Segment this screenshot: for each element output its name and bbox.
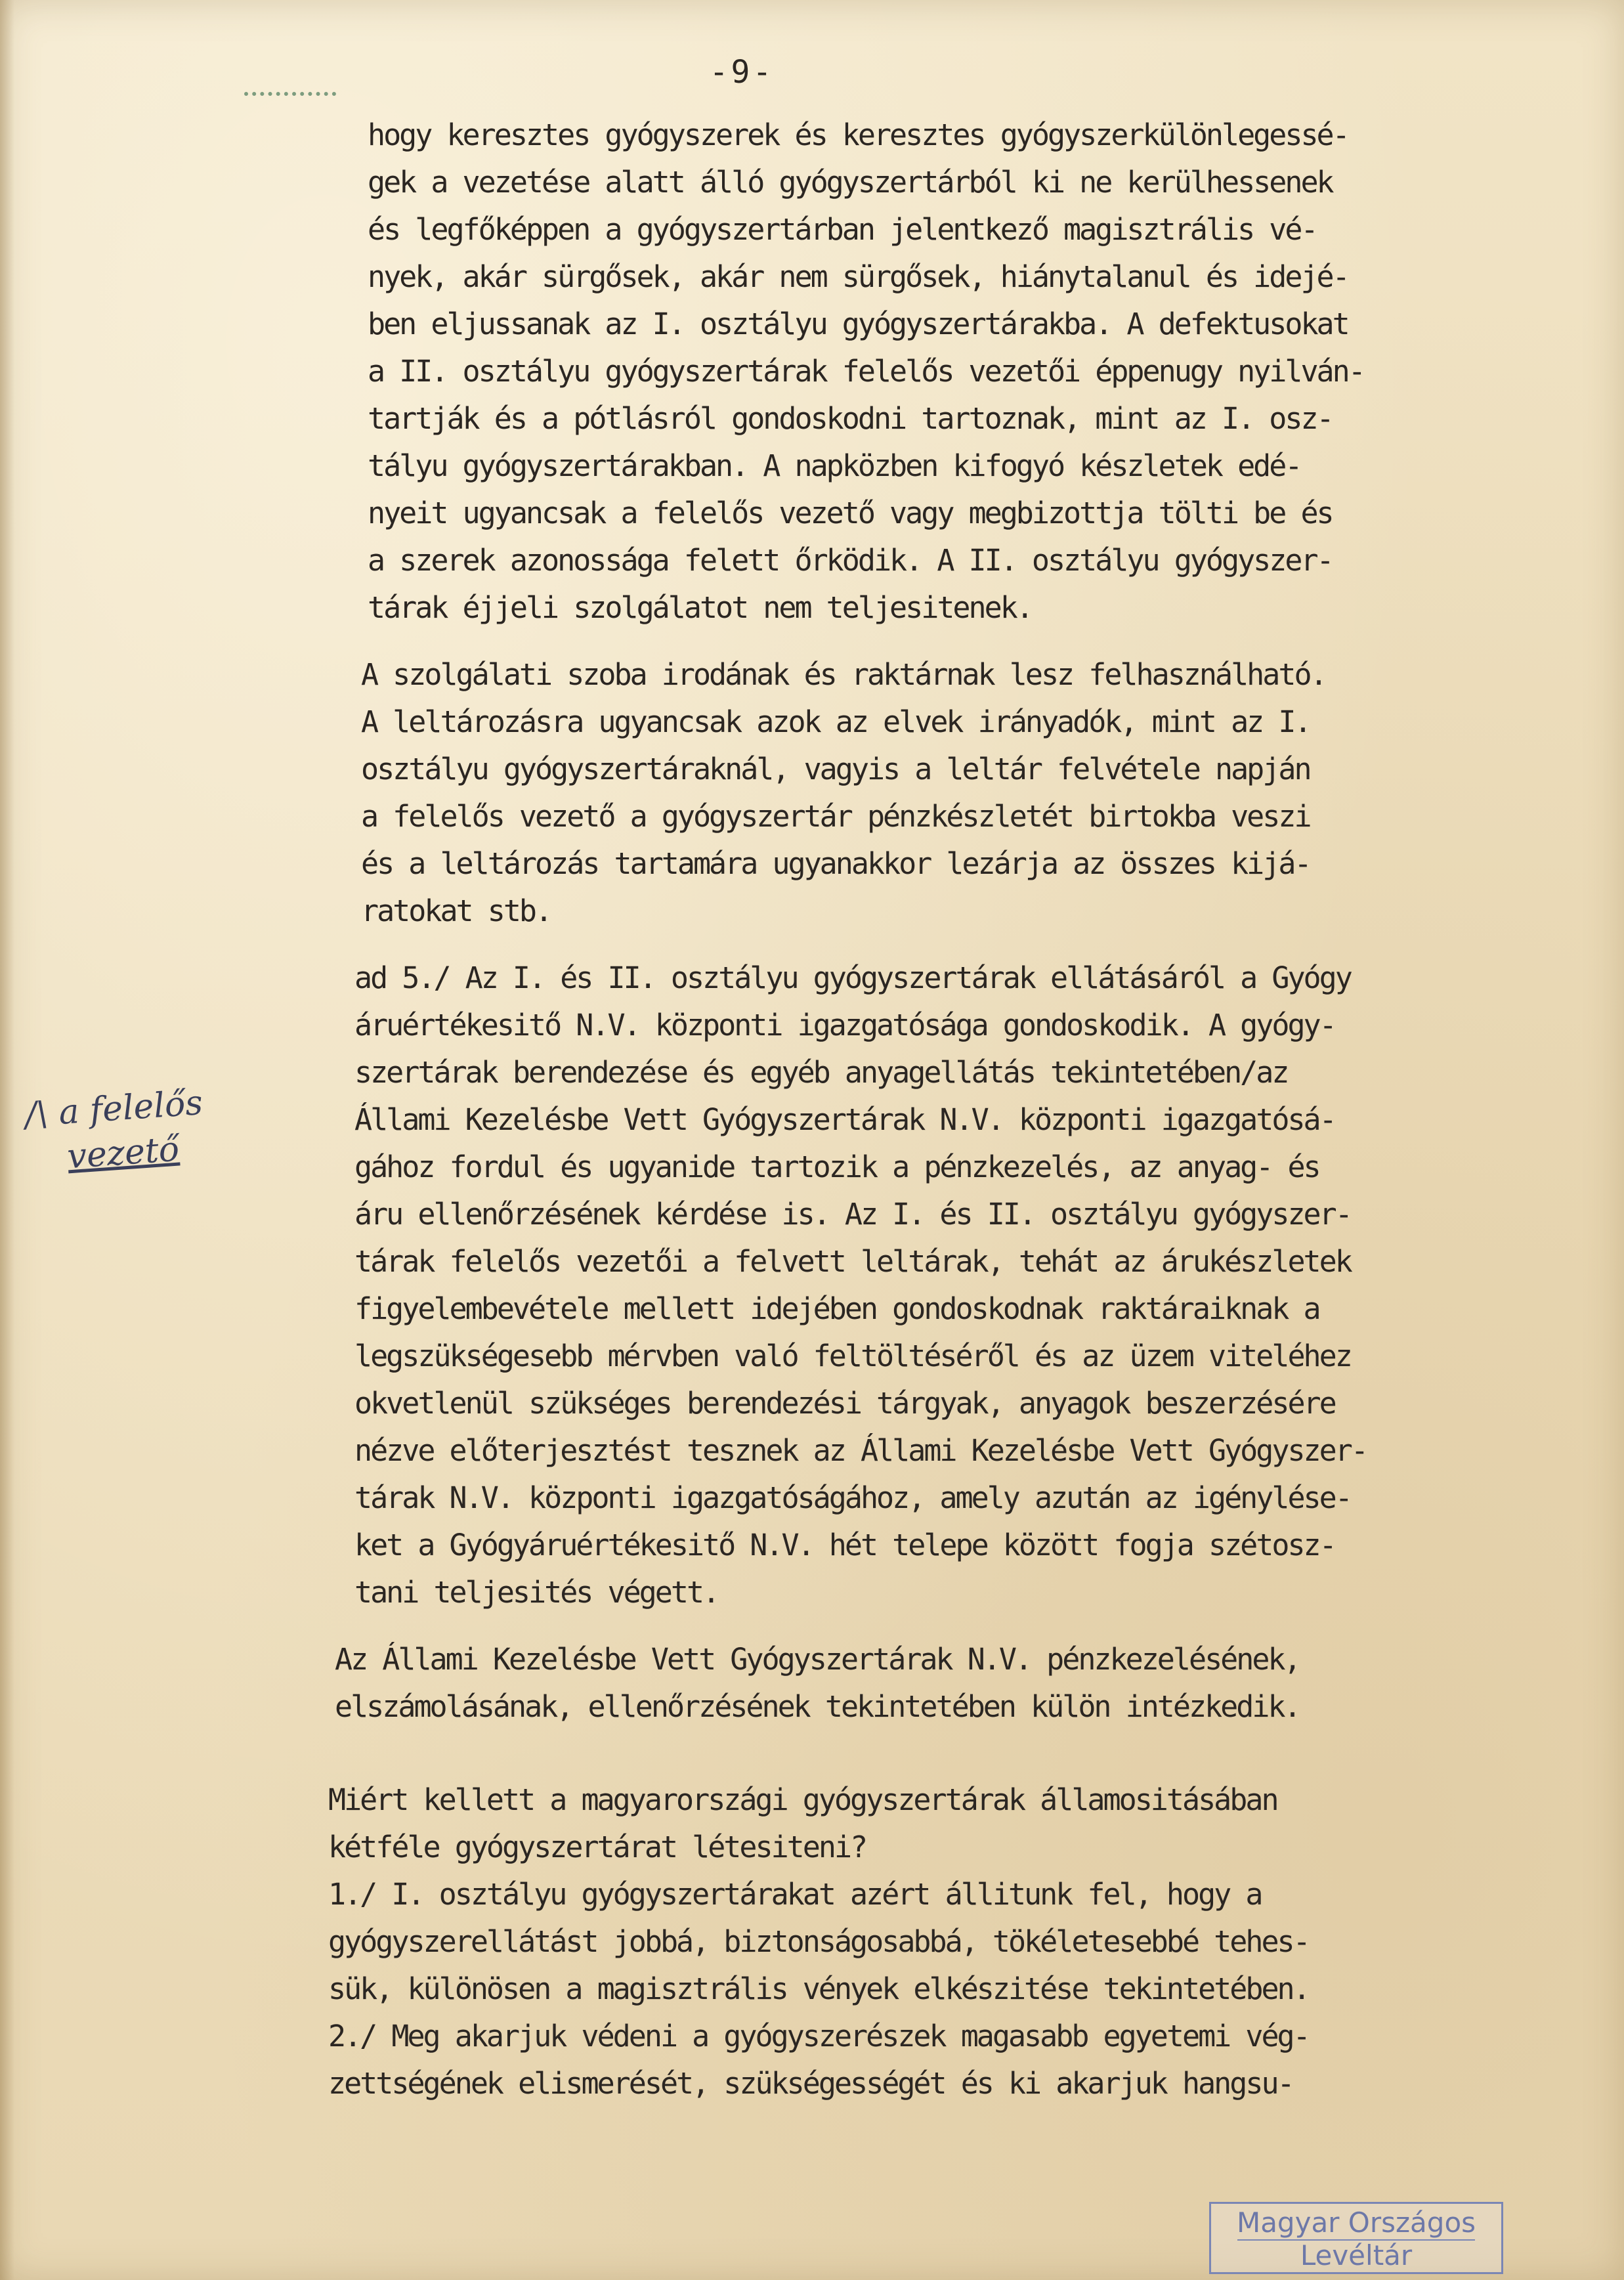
text-line: gához fordul és ugyanide tartozik a pénzkezelés, az anyag- és	[354, 1150, 1319, 1184]
paragraph-4	[335, 1636, 1621, 1731]
typewritten-body	[322, 112, 1621, 2127]
text-line: ad 5./ Az I. és II. osztályu gyógyszertárak ellátásáról a Gyógy	[354, 960, 1351, 995]
stamp-line: Magyar Országos	[1236, 2206, 1476, 2239]
text-line: okvetlenül szükséges berendezési tárgyak, anyagok beszerzésére	[354, 1386, 1335, 1421]
text-line: A leltározásra ugyancsak azok az elvek irányadók, mint az I.	[361, 704, 1310, 739]
text-line: Miért kellett a magyarországi gyógyszertárak államositásában	[328, 1782, 1277, 1817]
paragraph-2	[361, 651, 1621, 935]
paragraph-3	[354, 955, 1621, 1616]
text-line: kétféle gyógyszertárat létesiteni?	[328, 1830, 866, 1864]
text-line: és legfőképpen a gyógyszertárban jelentkező magisztrális vé-	[368, 212, 1317, 247]
text-line: tani teljesités végett.	[354, 1575, 719, 1610]
text-line: sük, különösen a magisztrális vények elkészitése tekintetében.	[328, 1971, 1309, 2006]
handwritten-margin-note	[24, 1074, 305, 1182]
text-line: áru ellenőrzésének kérdése is. Az I. és II. osztályu gyógyszer-	[354, 1197, 1351, 1232]
text-line: ket a Gyógyáruértékesitő N.V. hét telepe között fogja szétosz-	[354, 1528, 1335, 1562]
text-line: áruértékesitő N.V. központi igazgatósága gondoskodik. A gyógy-	[354, 1008, 1335, 1043]
page-number: -9-	[709, 54, 775, 91]
paper-edge-shadow	[0, 0, 14, 2280]
text-line: és a leltározás tartamára ugyanakkor lezárja az összes kijá-	[361, 846, 1310, 881]
stamp-line: Levéltár	[1237, 2239, 1475, 2271]
text-line: a szerek azonossága felett őrködik. A II. osztályu gyógyszer-	[368, 543, 1333, 578]
text-line: tárak felelős vezetői a felvett leltárak, tehát az árukészletek	[354, 1244, 1351, 1279]
text-line: legszükségesebb mérvben való feltöltéséről és az üzem viteléhez	[354, 1339, 1351, 1373]
text-line: tárak éjjeli szolgálatot nem teljesitenek.	[368, 590, 1032, 625]
text-line: ben eljussanak az I. osztályu gyógyszertárakba. A defektusokat	[368, 307, 1348, 341]
text-line: A szolgálati szoba irodának és raktárnak lesz felhasználható.	[361, 657, 1326, 692]
text-line: tárak N.V. központi igazgatóságához, amely azután az igénylése-	[354, 1480, 1351, 1515]
text-line: nyek, akár sürgősek, akár nem sürgősek, hiánytalanul és idejé-	[368, 259, 1348, 294]
paragraph-1	[368, 112, 1621, 632]
text-line: 2./ Meg akarjuk védeni a gyógyszerészek magasabb egyetemi vég-	[328, 2019, 1309, 2054]
text-line: figyelembevétele mellett idejében gondoskodnak raktáraiknak a	[354, 1291, 1319, 1326]
text-line: Az Állami Kezelésbe Vett Gyógyszertárak N.V. pénzkezelésének,	[335, 1642, 1300, 1677]
text-line: tályu gyógyszertárakban. A napközben kifogyó készletek edé-	[368, 448, 1301, 483]
text-line: nézve előterjesztést tesznek az Állami Kezelésbe Vett Gyógyszer-	[354, 1433, 1367, 1468]
text-line: a II. osztályu gyógyszertárak felelős vezetői éppenugy nyilván-	[368, 354, 1364, 389]
text-line: Állami Kezelésbe Vett Gyógyszertárak N.V. központi igazgatósá-	[354, 1102, 1335, 1137]
text-line: gek a vezetése alatt álló gyógyszertárból ki ne kerülhessenek	[368, 165, 1333, 200]
archive-stamp	[1209, 2202, 1503, 2274]
text-line: gyógyszerellátást jobbá, biztonságosabbá, tökéletesebbé tehes-	[328, 1924, 1309, 1959]
text-line: osztályu gyógyszertáraknál, vagyis a leltár felvétele napján	[361, 752, 1310, 786]
text-line: nyeit ugyancsak a felelős vezető vagy megbizottja tölti be és	[368, 496, 1333, 530]
margin-note-line: vezető	[66, 1129, 181, 1177]
paragraph-5	[328, 1776, 1621, 2107]
text-line: szertárak berendezése és egyéb anyagellátás tekintetében/az	[354, 1055, 1288, 1090]
text-line: a felelős vezető a gyógyszertár pénzkészletét birtokba veszi	[361, 799, 1310, 834]
text-line: tartják és a pótlásról gondoskodni tartoznak, mint az I. osz-	[368, 401, 1333, 436]
text-line: zettségének elismerését, szükségességét és ki akarjuk hangsu-	[328, 2066, 1293, 2101]
ink-mark	[244, 92, 336, 101]
text-line: hogy keresztes gyógyszerek és keresztes gyógyszerkülönlegessé-	[368, 118, 1348, 152]
margin-note-line: /\ a felelős	[24, 1083, 204, 1135]
text-line: elszámolásának, ellenőrzésének tekintetében külön intézkedik.	[335, 1689, 1300, 1724]
text-line: ratokat stb.	[361, 893, 551, 928]
text-line: 1./ I. osztályu gyógyszertárakat azért állitunk fel, hogy a	[328, 1877, 1262, 1912]
